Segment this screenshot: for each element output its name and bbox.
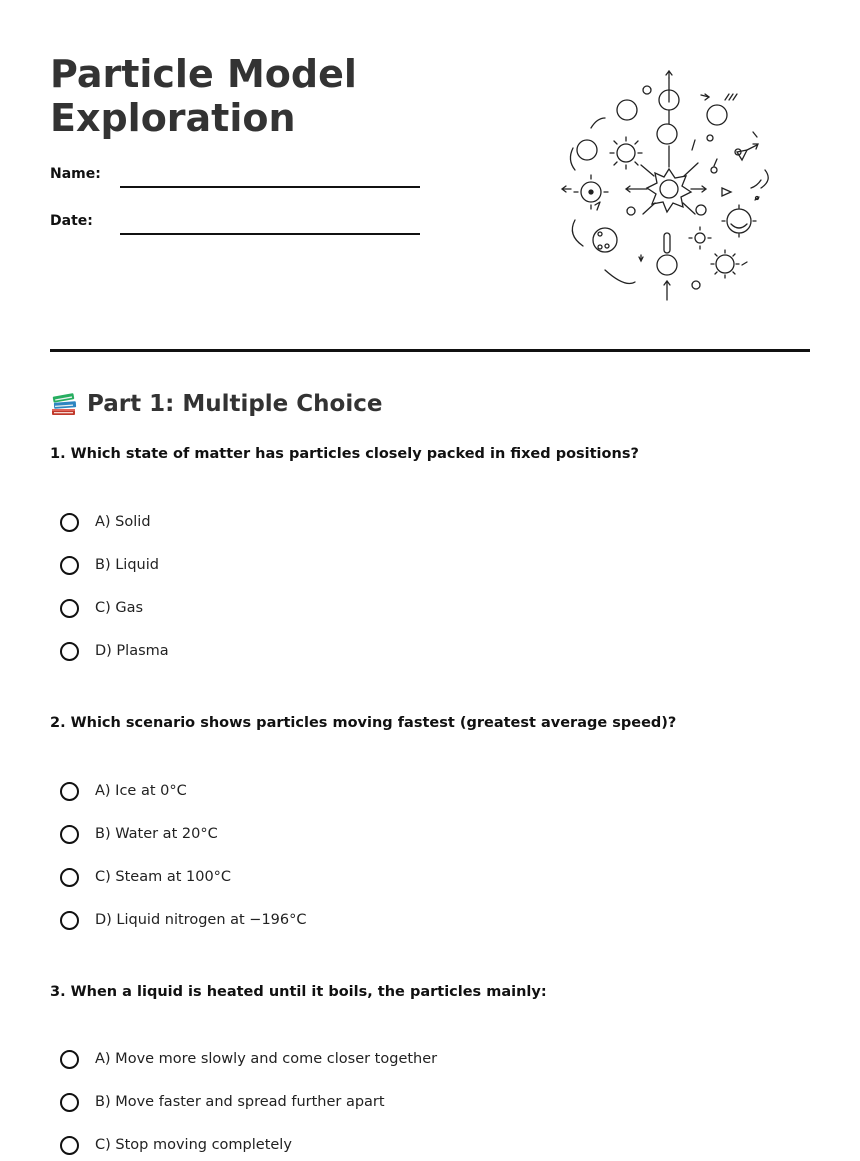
radio-button[interactable] bbox=[60, 1136, 79, 1155]
option-label: C) Stop moving completely bbox=[95, 1137, 292, 1153]
title-line-2: Exploration bbox=[50, 96, 296, 140]
question-2: 2. Which scenario shows particles moving fastest (greatest average speed)? bbox=[50, 715, 677, 731]
section-heading-part1 bbox=[50, 388, 382, 420]
option-label: D) Liquid nitrogen at −196°C bbox=[95, 912, 307, 928]
radio-button[interactable] bbox=[60, 825, 79, 844]
option-label: D) Plasma bbox=[95, 643, 169, 659]
question-3-option-c[interactable] bbox=[60, 1132, 292, 1158]
option-label: B) Move faster and spread further apart bbox=[95, 1094, 385, 1110]
question-1-option-b[interactable] bbox=[60, 552, 159, 578]
date-field[interactable] bbox=[120, 233, 420, 235]
question-1-option-c[interactable] bbox=[60, 595, 143, 621]
option-label: C) Gas bbox=[95, 600, 144, 616]
radio-button[interactable] bbox=[60, 868, 79, 887]
radio-button[interactable] bbox=[60, 1093, 79, 1112]
question-3-option-a[interactable] bbox=[60, 1046, 437, 1072]
option-label: A) Move more slowly and come closer together bbox=[95, 1051, 438, 1067]
title-line-1: Particle Model bbox=[50, 52, 357, 96]
question-2-option-a[interactable] bbox=[60, 778, 187, 804]
particle-diagram-icon bbox=[555, 70, 785, 310]
option-label: A) Solid bbox=[95, 514, 151, 530]
date-label: Date: bbox=[50, 213, 93, 229]
header-divider bbox=[50, 349, 810, 352]
radio-button[interactable] bbox=[60, 911, 79, 930]
question-2-option-b[interactable] bbox=[60, 821, 218, 847]
radio-button[interactable] bbox=[60, 642, 79, 661]
question-3: 3. When a liquid is heated until it boils, the particles mainly: bbox=[50, 984, 547, 1000]
page-title bbox=[50, 52, 470, 140]
books-icon bbox=[50, 390, 78, 418]
option-label: B) Liquid bbox=[95, 557, 159, 573]
radio-button[interactable] bbox=[60, 782, 79, 801]
question-1-option-a[interactable] bbox=[60, 509, 151, 535]
question-1: 1. Which state of matter has particles closely packed in fixed positions? bbox=[50, 446, 639, 462]
radio-button[interactable] bbox=[60, 1050, 79, 1069]
name-label: Name: bbox=[50, 166, 101, 182]
option-label: A) Ice at 0°C bbox=[95, 783, 187, 799]
radio-button[interactable] bbox=[60, 556, 79, 575]
question-1-option-d[interactable] bbox=[60, 638, 169, 664]
question-3-option-b[interactable] bbox=[60, 1089, 385, 1115]
option-label: C) Steam at 100°C bbox=[95, 869, 232, 885]
section-heading-text: Part 1: Multiple Choice bbox=[87, 391, 383, 417]
radio-button[interactable] bbox=[60, 513, 79, 532]
question-2-option-d[interactable] bbox=[60, 907, 307, 933]
radio-button[interactable] bbox=[60, 599, 79, 618]
name-field[interactable] bbox=[120, 186, 420, 188]
question-2-option-c[interactable] bbox=[60, 864, 231, 890]
option-label: B) Water at 20°C bbox=[95, 826, 218, 842]
